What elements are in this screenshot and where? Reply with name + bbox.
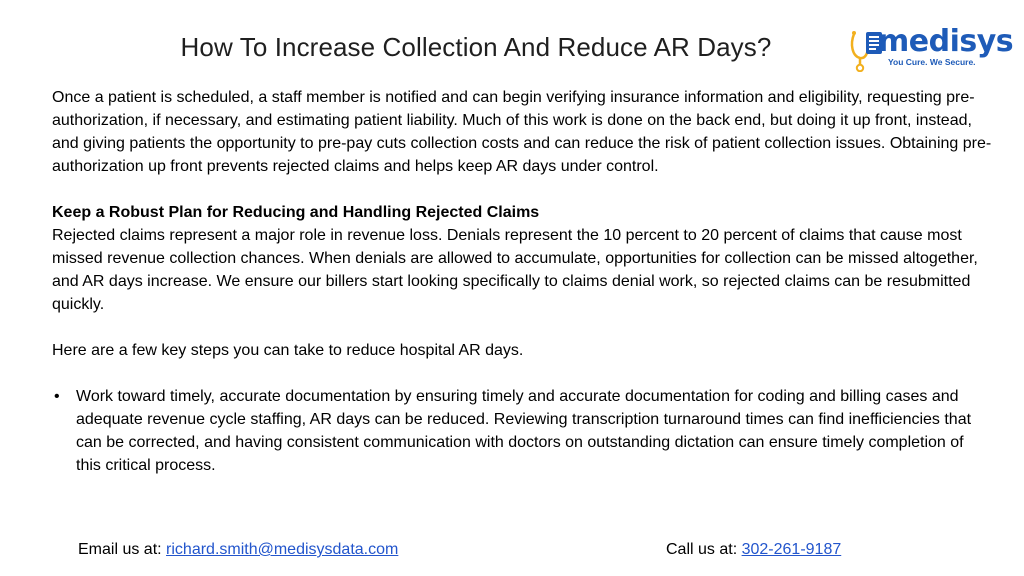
logo-tagline: You Cure. We Secure.: [888, 57, 976, 67]
phone-link[interactable]: 302-261-9187: [741, 541, 842, 558]
intro-paragraph: Once a patient is scheduled, a staff member is notified and can begin verifying insurance information and eligibility, requesting pre-authorization, if necessary, and estimating patient liability. Much of this work is done on the back end, but doing it up front, instead, and giving patients the opportunity to pre-pay cuts collection costs and can reduce the risk of patient collection issues. Obtaining pre-authorization up front prevents rejected claims and helps keep AR days under control.: [52, 89, 992, 175]
rejected-claims-section: [52, 201, 992, 316]
content-body: [52, 86, 992, 477]
email-contact: [78, 539, 398, 561]
medisys-logo: [848, 24, 1014, 72]
section-text: Rejected claims represent a major role in revenue loss. Denials represent the 10 percent to 20 percent of claims that cause most missed revenue collection chances. When denials are allowed to accumulate, opportunities for collection can be missed altogether, and AR days increase. We ensure our billers start looking specifically to claims denial work, so rejected claims can be resubmitted quickly.: [52, 227, 978, 313]
list-item-text: Work toward timely, accurate documentation by ensuring timely and accurate documentation for coding and billing cases and adequate revenue cycle staffing, AR days can be reduced. Reviewing transcription turnaround times can find inefficiencies that can be corrected, and having consistent communication with doctors on outstanding dictation can ensure timely completion of this critical process.: [76, 388, 972, 474]
logo-wordmark: medisys: [878, 24, 1014, 59]
steps-intro: Here are a few key steps you can take to reduce hospital AR days.: [52, 342, 524, 359]
section-heading: Keep a Robust Plan for Reducing and Handling Rejected Claims: [52, 204, 540, 221]
steps-list: [52, 385, 992, 477]
page-title: How To Increase Collection And Reduce AR Days?: [180, 32, 772, 62]
phone-contact: [666, 539, 841, 561]
phone-label: Call us at:: [666, 541, 742, 558]
email-label: Email us at:: [78, 541, 167, 558]
bullet-icon: •: [54, 388, 60, 405]
list-item: [52, 385, 992, 477]
email-link[interactable]: richard.smith@medisysdata.com: [166, 541, 399, 558]
